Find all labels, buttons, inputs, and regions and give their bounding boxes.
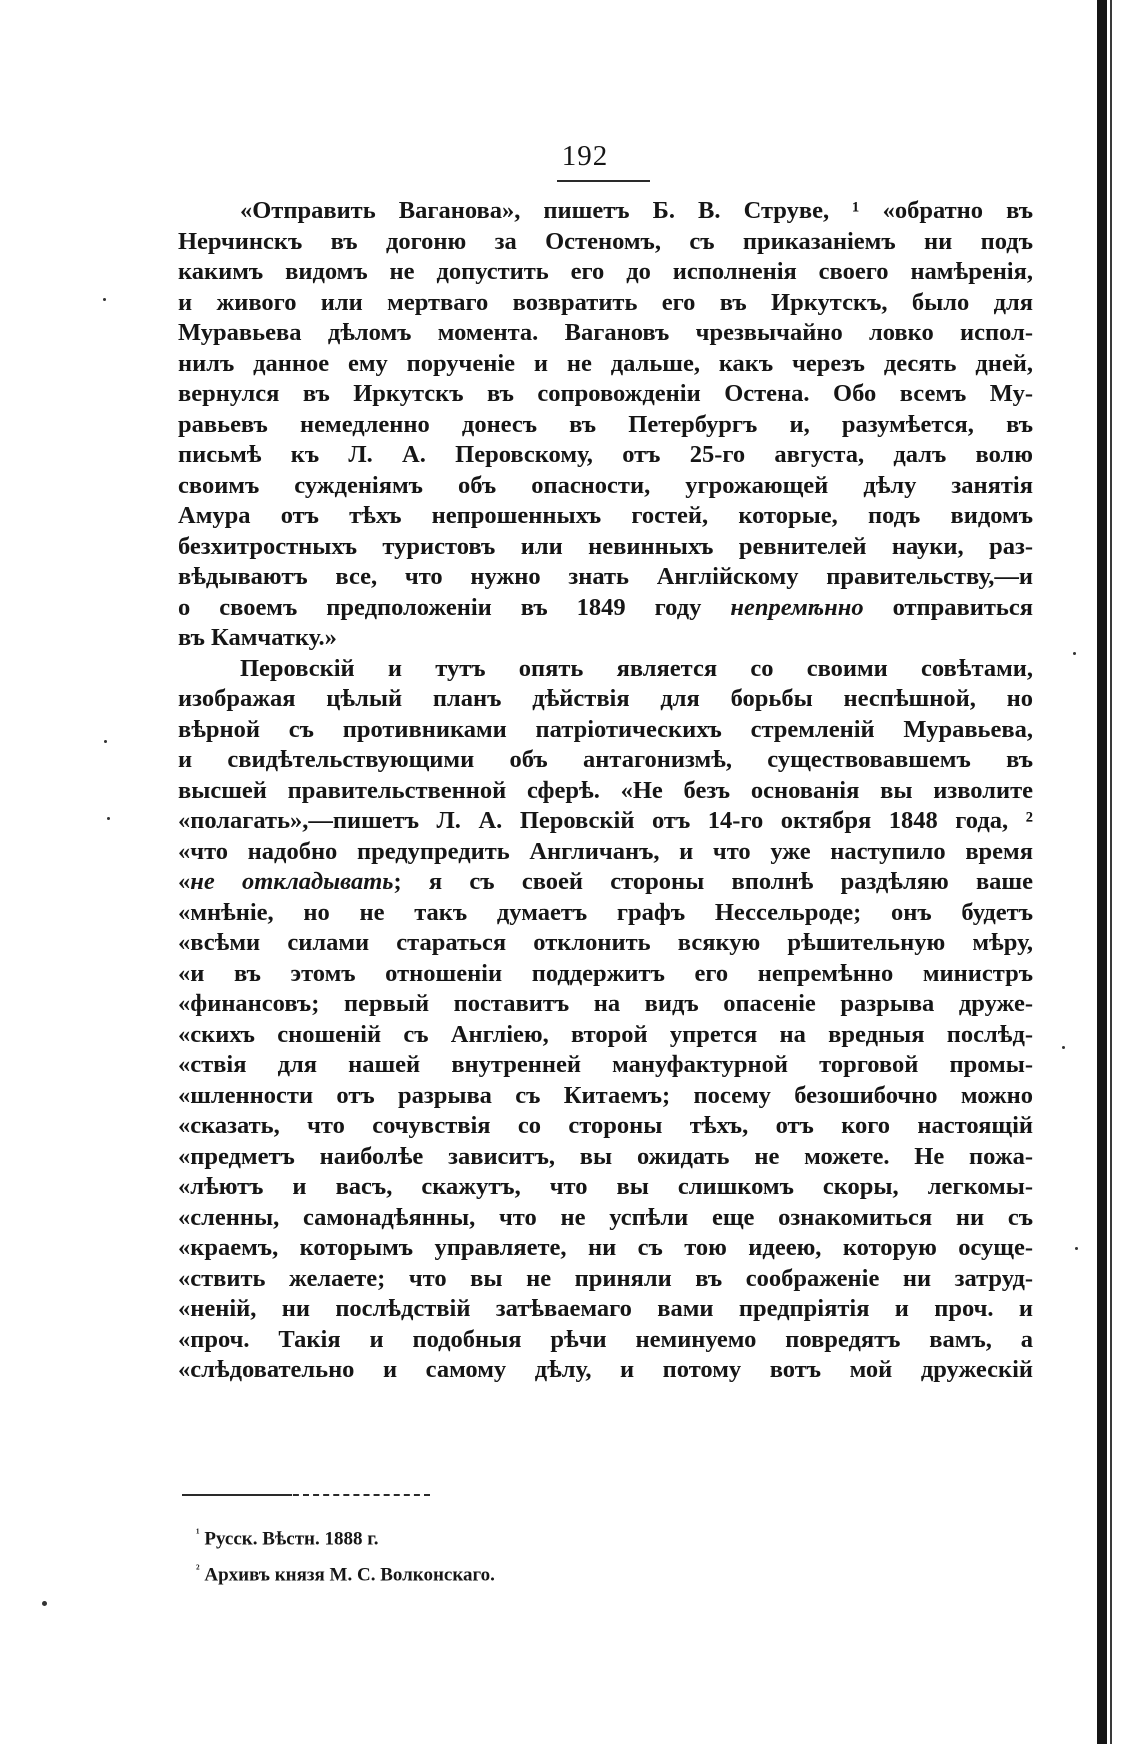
text-line: нилъ данное ему порученіе и не дальше, какъ черезъ десять дней, [178,349,1033,377]
text-line: «скихъ сношеній съ Англіею, второй упрется на вредныя послѣд- [178,1020,1033,1048]
text-line: своимъ сужденіямъ объ опасности, угрожающей дѣлу занятія [178,471,1033,499]
text-line: Перовскій и тутъ опять является со своими совѣтами, [240,654,1033,682]
text-line: въ Камчатку.» [178,624,337,651]
text-line: Нерчинскъ въ догоню за Остеномъ, съ приказаніемъ ни подъ [178,227,1033,255]
text-line: «краемъ, которымъ управляете, ни съ тою идеею, которую осуще- [178,1234,1033,1261]
footnote-text: Русск. Вѣстн. 1888 г. [204,1528,379,1550]
scan-speck [42,1601,47,1606]
text-line: «сказать, что сочувствія со стороны тѣхъ, отъ кого настоящій [178,1112,1033,1139]
footnote-separator-solid [182,1494,292,1496]
text-line: «проч. Такія и подобныя рѣчи неминуемо повредятъ вамъ, а [178,1325,1033,1353]
text-line: о своемъ предположеніи въ 1849 году непремѣнно отправиться [178,593,1033,621]
text-line: «лѣютъ и васъ, скажутъ, что вы слишкомъ скоры, легкомы- [178,1173,1033,1200]
text-line: высшей правительственной сферѣ. «Не безъ основанія вы изволите [178,776,1033,804]
text-line: «что надобно предупредить Англичанъ, и что уже наступило время [178,837,1033,865]
text-line: «всѣми силами стараться отклонить всякую рѣшительную мѣру, [178,929,1033,956]
page-binding-edge [1097,0,1107,1744]
paragraph-2 [178,654,1033,1386]
text-line: «ствія для нашей внутренней мануфактурной торговой промы- [178,1051,1033,1078]
emphasized-text: не откладывать [190,868,394,895]
footnote-1 [196,1518,495,1554]
text-line: «мнѣніе, но не такъ думаетъ графъ Нессельроде; онъ будетъ [178,898,1033,926]
text-line: вѣрной съ противниками патріотическихъ стремленій Муравьева, [178,715,1033,743]
text-line: «слѣдовательно и самому дѣлу, и потому вотъ мой дружескій [178,1356,1033,1383]
text-line: безхитростныхъ туристовъ или невинныхъ ревнителей науки, раз- [178,532,1033,560]
text-line: и живого или мертваго возвратить его въ Иркутскъ, было для [178,288,1033,316]
text-line: письмѣ къ Л. А. Перовскому, отъ 25-го августа, далъ волю [178,441,1033,468]
scan-speck [1073,652,1076,655]
text-line: и свидѣтельствующими объ антагонизмѣ, существовавшемъ въ [178,746,1033,773]
text-line: изображая цѣлый планъ дѣйствія для борьбы неспѣшной, но [178,685,1033,712]
text-line: «сленны, самонадѣянны, что не успѣли еще ознакомиться ни съ [178,1203,1033,1231]
body-text [178,196,1033,1386]
scan-speck [1062,1046,1065,1049]
emphasized-text: непремѣнно [730,593,864,621]
footnote-marker: ² [196,1562,200,1577]
scan-speck [104,740,107,743]
text-line: «шленности отъ разрыва съ Китаемъ; посему безошибочно можно [178,1081,1033,1109]
page-number: 192 [561,140,609,172]
text-line: «полагать»,—пишетъ Л. А. Перовскій отъ 14-го октября 1848 года, ² [178,807,1033,834]
text-line: «и въ этомъ отношеніи поддержитъ его непремѣнно министръ [178,959,1033,987]
footnotes [196,1518,495,1591]
footnote-2 [196,1554,495,1590]
footnote-marker: ¹ [196,1526,200,1540]
page-binding-edge-line [1110,0,1112,1744]
text-line: равьевъ немедленно донесъ въ Петербургъ и, разумѣется, въ [178,410,1033,438]
scan-speck [1075,1247,1078,1250]
footnote-text: Архивъ князя М. С. Волконскаго. [204,1564,495,1586]
scan-speck [107,817,110,820]
text-line: вернулся въ Иркутскъ въ сопровожденіи Остена. Обо всемъ Му- [178,380,1033,407]
text-line: «не откладывать; я съ своей стороны вполнѣ раздѣляю ваше [178,868,1033,895]
text-line: какимъ видомъ не допустить его до исполненія своего намѣренія, [178,258,1033,285]
text-line: «Отправить Ваганова», пишетъ Б. В. Струве, ¹ «обратно въ [240,197,1033,224]
text-line: «ствить желаете; что вы не приняли въ соображеніе ни затруд- [178,1264,1033,1292]
text-line: «предметъ наиболѣе зависитъ, вы ожидать не можете. Не пожа- [178,1142,1033,1170]
scan-speck [103,298,106,301]
text-line: вѣдываютъ все, что нужно знать Англійскому правительству,—и [178,563,1033,590]
text-line: Амура отъ тѣхъ непрошенныхъ гостей, которые, подъ видомъ [178,502,1033,529]
text-line: «неній, ни послѣдствій затѣваемаго вами предпріятія и проч. и [178,1295,1033,1322]
page-number-rule [557,180,650,182]
text-line: Муравьева дѣломъ момента. Вагановъ чрезвычайно ловко испол- [178,319,1033,346]
text-line: «финансовъ; первый поставитъ на видъ опасеніе разрыва друже- [178,990,1033,1017]
paragraph-1 [178,196,1033,654]
